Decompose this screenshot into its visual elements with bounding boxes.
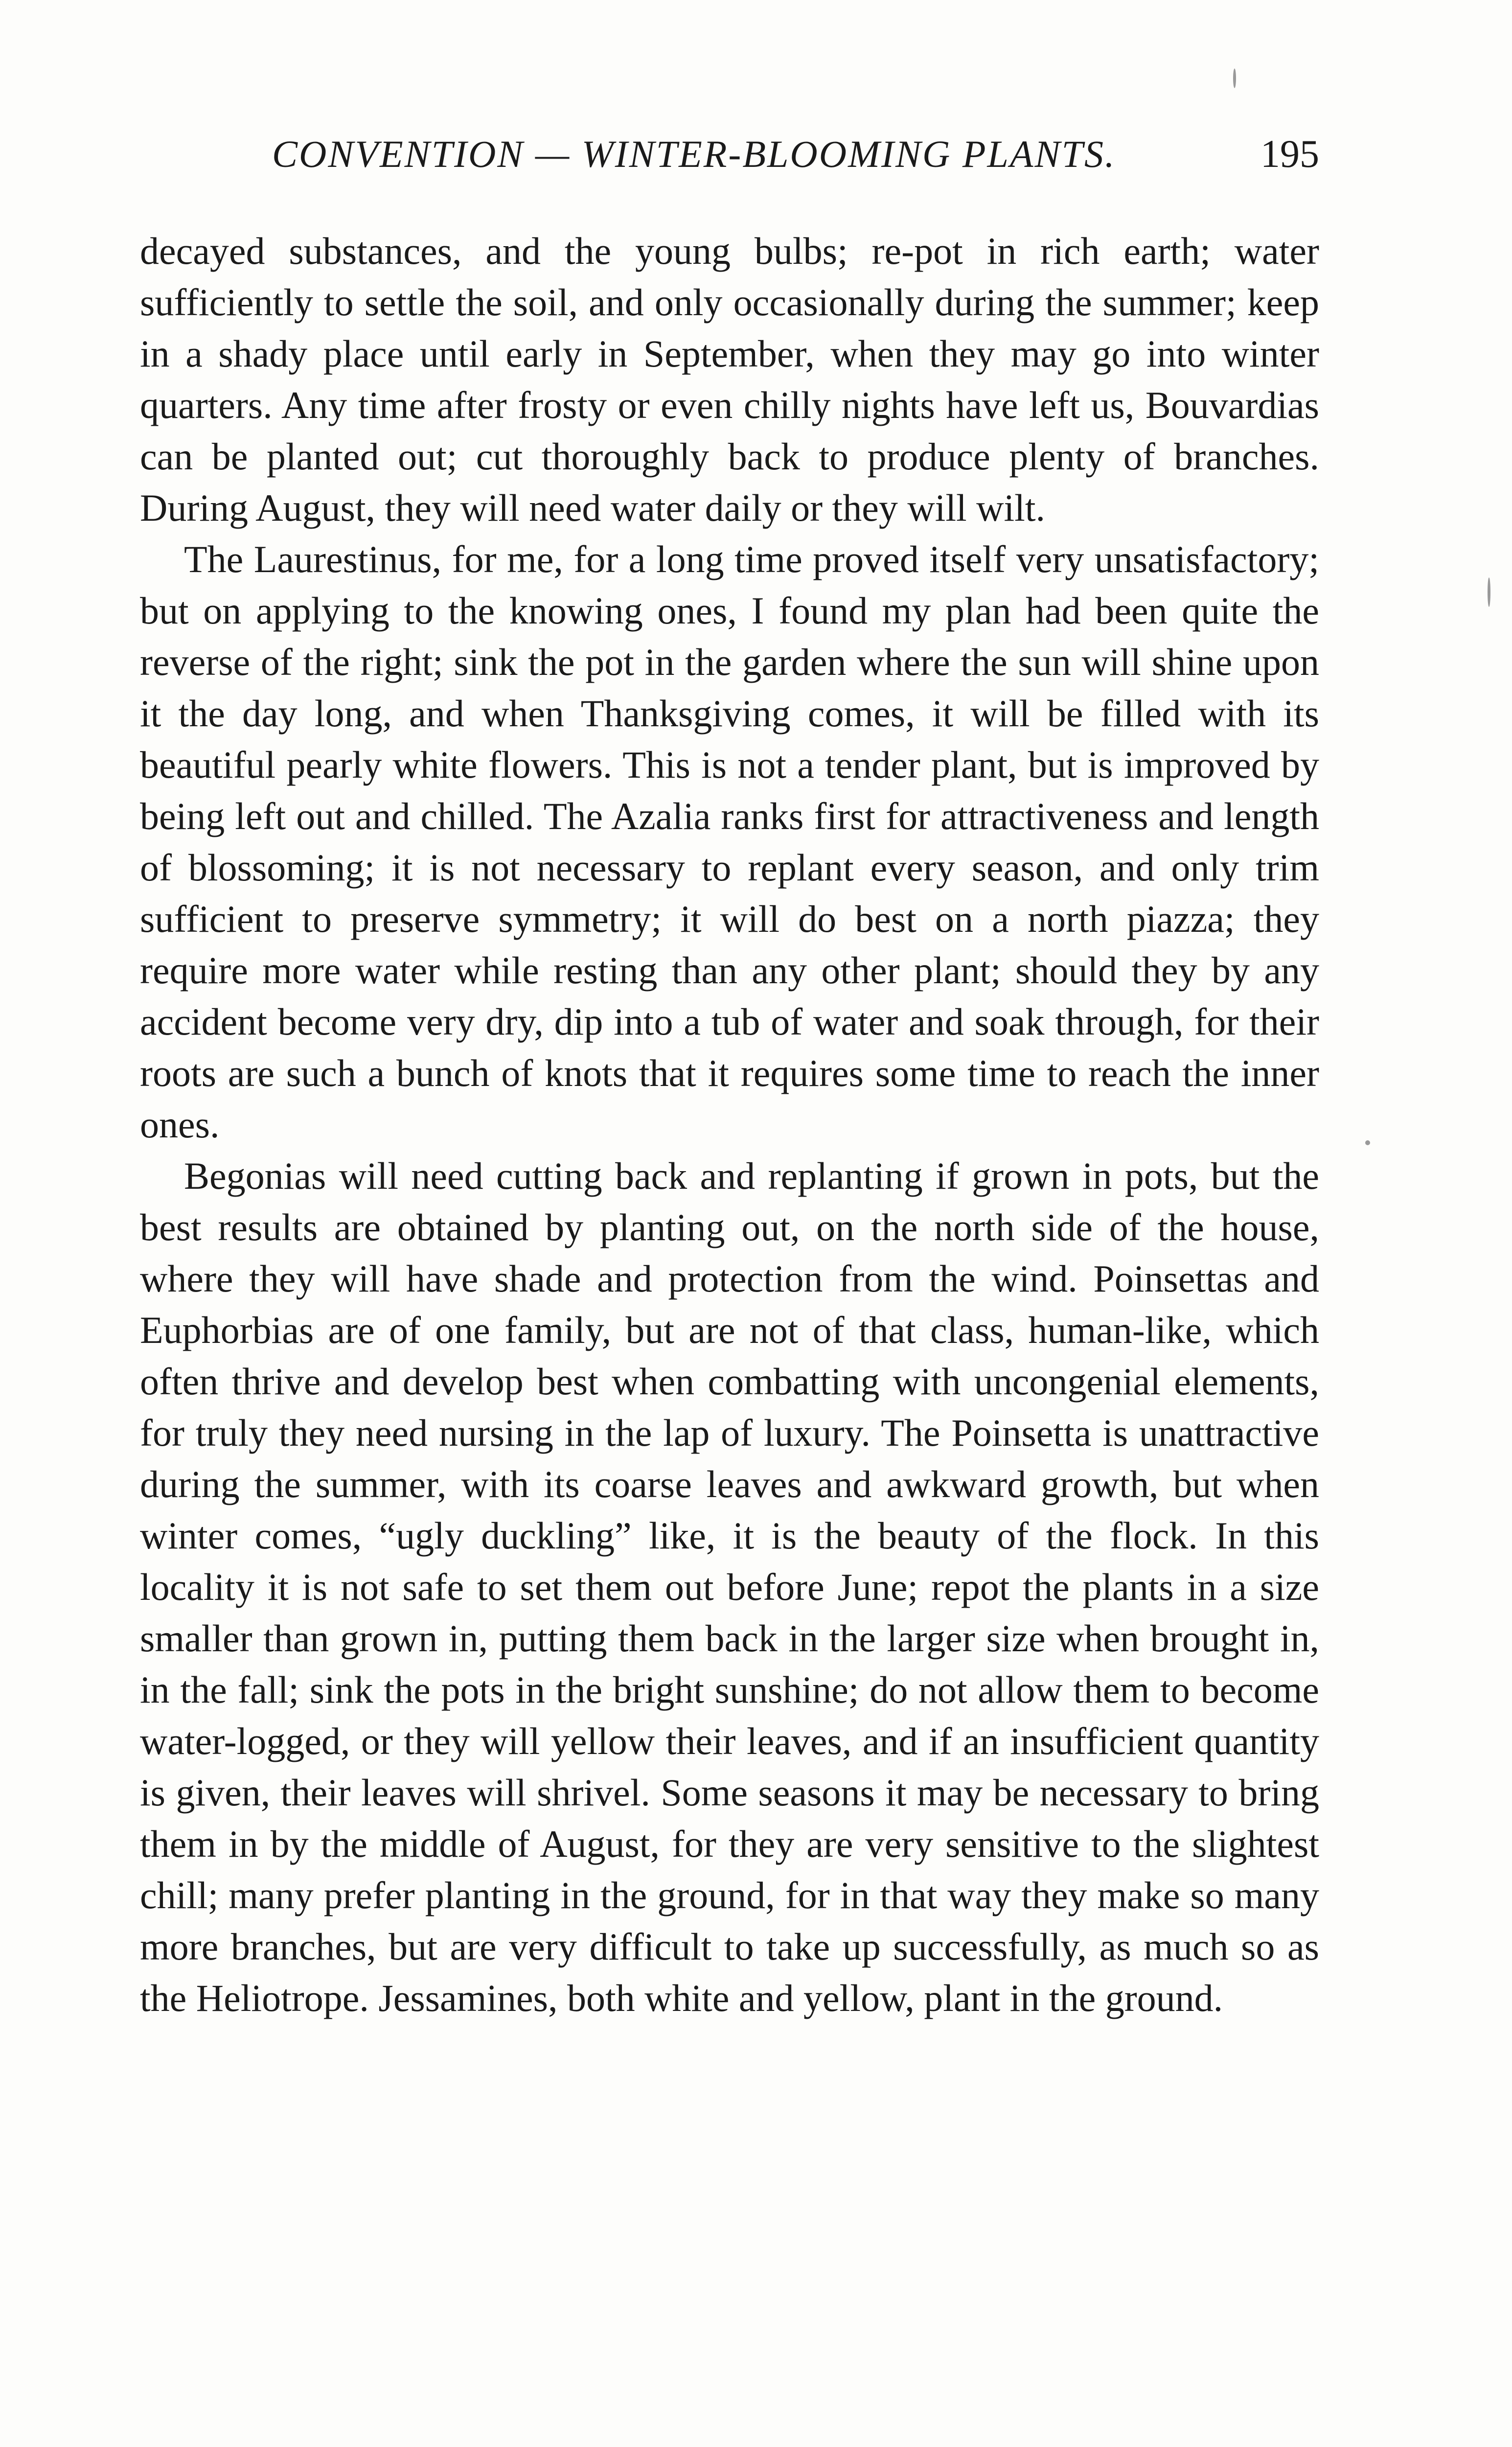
paragraph-laurestinus-azalia: The Laurestinus, for me, for a long time proved itself very unsatisfactory; but on applying to the knowing ones, I found my plan had been quite the reverse of the right; sink the pot in the garden where the sun will shine upon it the day long, and when Thanksgiving comes, it will be filled with its beautiful pearly white flowers. This is not a tender plant, but is improved by being left out and chilled. The Azalia ranks first for attractiveness and length of blossoming; it is not necessary to replant every season, and only trim sufficient to preserve symmetry; it will do best on a north piazza; they require more water while resting than any other plant; should they by any accident become very dry, dip into a tub of water and soak through, for their roots are such a bunch of knots that it requires some time to reach the inner ones. <box>140 538 1319 1146</box>
running-head <box>140 132 1319 186</box>
body-text <box>140 225 1319 2024</box>
print-speck <box>1488 577 1490 607</box>
page-number: 195 <box>1260 133 1319 176</box>
print-speck <box>1365 1140 1370 1145</box>
print-speck <box>1233 69 1236 88</box>
paragraph-bouvardias: decayed substances, and the young bulbs; re-pot in rich earth; water sufficiently to settle the soil, and only occasionally during the summer; keep in a shady place until early in September, when they may go into winter quarters. Any time after frosty or even chilly nights have left us, Bouvardias can be planted out; cut thoroughly back to produce plenty of branches. During August, they will need water daily or they will wilt. <box>140 230 1319 529</box>
paragraph-begonias-poinsettas: Begonias will need cutting back and replanting if grown in pots, but the best results are obtained by planting out, on the north side of the house, where they will have shade and protection from the wind. Poinsettas and Euphorbias are of one family, but are not of that class, human-like, which often thrive and develop best when combatting with uncongenial elements, for truly they need nursing in the lap of luxury. The Poinsetta is unattractive during the summer, with its coarse leaves and awkward growth, but when winter comes, “ugly duckling” like, it is the beauty of the flock. In this locality it is not safe to set them out before June; repot the plants in a size smaller than grown in, putting them back in the larger size when brought in, in the fall; sink the pots in the bright sunshine; do not allow them to become water-logged, or they will yellow their leaves, and if an insufficient quantity is given, their leaves will shrivel. Some seasons it may be necessary to bring them in by the middle of August, for they are very sensitive to the slightest chill; many prefer planting in the ground, for in that way they make so many more branches, but are very difficult to take up successfully, as much so as the Heliotrope. Jessamines, both white and yellow, plant in the ground. <box>140 1154 1319 2019</box>
running-title: CONVENTION — WINTER-BLOOMING PLANTS. <box>272 133 1116 175</box>
